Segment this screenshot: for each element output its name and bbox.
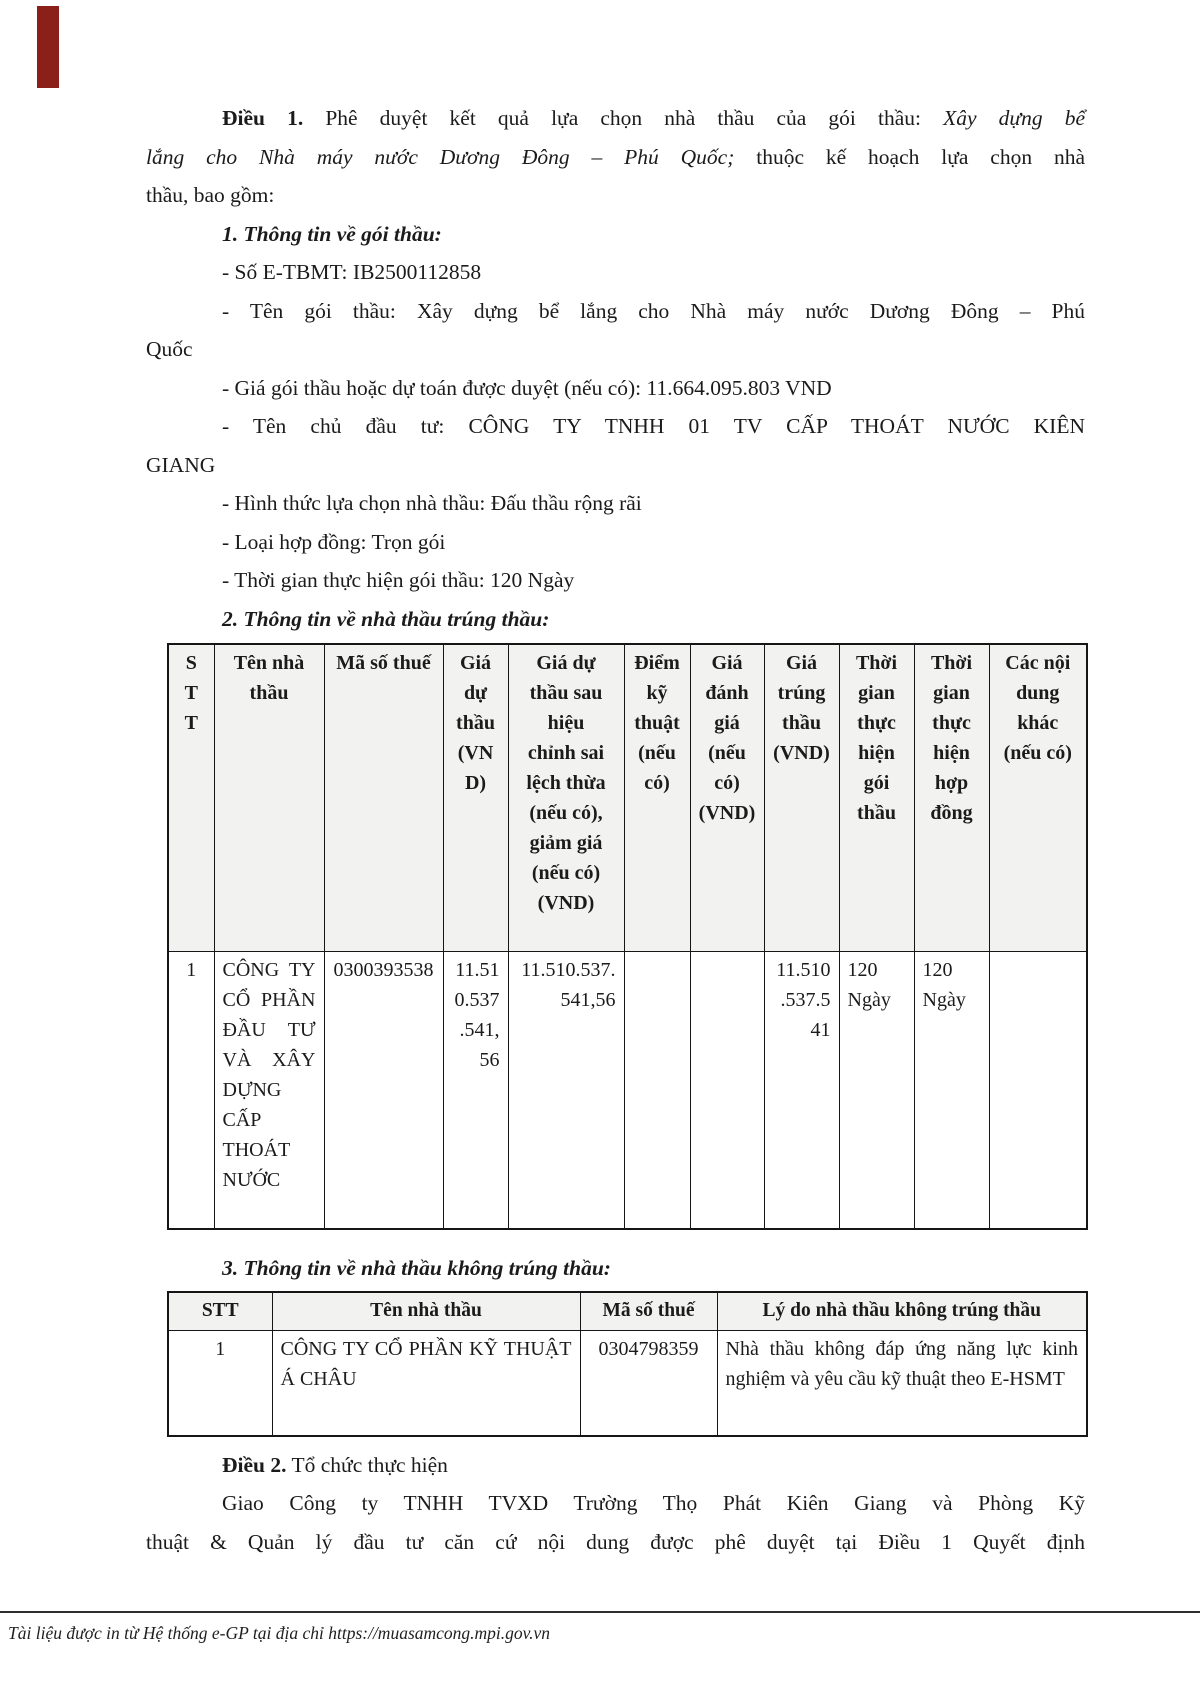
table-cell (690, 951, 764, 1229)
section-dieu-2 (146, 1446, 1085, 1562)
table-cell: 1 (168, 1331, 272, 1436)
text-line (146, 215, 1085, 254)
table-row (168, 951, 1087, 1229)
text-line (146, 253, 1085, 292)
text-line (146, 330, 1085, 369)
winning-bidders-table-header (168, 644, 1087, 951)
text-run: 2. Thông tin về nhà thầu trúng thầu: (222, 606, 550, 631)
text-run: thầu, bao gồm: (146, 183, 275, 207)
table-header-cell: Tên nhà thầu (272, 1292, 580, 1331)
text-line (146, 138, 1085, 177)
table-cell: Nhà thầu không đáp ứng năng lực kinh nghiệm và yêu cầu kỹ thuật theo E-HSMT (717, 1331, 1087, 1436)
text-run: - Thời gian thực hiện gói thầu: 120 Ngày (222, 568, 575, 592)
text-run: 1. Thông tin về gói thầu: (222, 221, 442, 246)
text-line (146, 369, 1085, 408)
table-header-cell: Điểm kỹ thuật (nếu có) (624, 644, 690, 951)
section-dieu-1 (146, 99, 1085, 638)
text-run: Tổ chức thực hiện (286, 1452, 448, 1477)
text-run: - Hình thức lựa chọn nhà thầu: Đấu thầu rộng rãi (222, 491, 642, 515)
text-line (146, 446, 1085, 485)
text-line (146, 1249, 1085, 1288)
text-run: thuật & Quản lý đầu tư căn cứ nội dung được phê duyệt tại Điều 1 Quyết định (146, 1529, 1085, 1554)
unsuccessful-bidders-table-body (168, 1331, 1087, 1436)
text-run: Quốc (146, 337, 193, 361)
table-cell: 0304798359 (580, 1331, 717, 1436)
text-run: Giao Công ty TNHH TVXD Trường Thọ Phát Kiên Giang và Phòng Kỹ (222, 1491, 1085, 1515)
text-run: 3. Thông tin về nhà thầu không trúng thầu: (222, 1256, 611, 1280)
table-header-cell: Mã số thuế (324, 644, 443, 951)
text-run: Điều 1. (222, 106, 304, 130)
unsuccessful-bidders-table (167, 1291, 1088, 1437)
document-body (146, 99, 1085, 1561)
table-cell: CÔNG TY CỔ PHẦN KỸ THUẬT Á CHÂU (272, 1331, 580, 1436)
text-run: - Tên gói thầu: Xây dựng bể lắng cho Nhà máy nước Dương Đông – Phú (222, 298, 1085, 323)
text-run: - Loại hợp đồng: Trọn gói (222, 529, 446, 554)
table-header-cell: Các nội dung khác (nếu có) (989, 644, 1087, 951)
text-line (146, 523, 1085, 562)
text-run: Phê duyệt kết quả lựa chọn nhà thầu của gói thầu: (303, 106, 944, 130)
table-cell: 11.510.537.541 (764, 951, 839, 1229)
table-header-cell: Mã số thuế (580, 1292, 717, 1331)
table-header-cell: Thời gian thực hiện hợp đồng (914, 644, 989, 951)
winning-bidders-table (167, 643, 1088, 1230)
table-cell: 120 Ngày (839, 951, 914, 1229)
table-cell: 11.510.537.541,56 (508, 951, 624, 1229)
unsuccessful-bidders-table-header (168, 1292, 1087, 1331)
table-header-cell: Lý do nhà thầu không trúng thầu (717, 1292, 1087, 1331)
text-line (146, 99, 1085, 138)
text-line (146, 407, 1085, 446)
table-header-cell: Tên nhà thầu (214, 644, 324, 951)
text-line (146, 1523, 1085, 1562)
text-run: - Giá gói thầu hoặc dự toán được duyệt (nếu có): 11.664.095.803 VND (222, 375, 832, 400)
table-header-cell: STT (168, 1292, 272, 1331)
table-cell (989, 951, 1087, 1229)
print-source-note: Tài liệu được in từ Hệ thống e-GP tại địa chỉ https://muasamcong.mpi.gov.vn (8, 1623, 551, 1643)
text-run: Xây dựng bể (943, 106, 1085, 130)
text-run: - Số E-TBMT: IB2500112858 (222, 260, 482, 284)
text-line (146, 1484, 1085, 1523)
table-cell: 1 (168, 951, 214, 1229)
table-row (168, 1331, 1087, 1436)
text-line (146, 561, 1085, 600)
winning-bidders-table-body (168, 951, 1087, 1229)
text-run: - Tên chủ đầu tư: CÔNG TY TNHH 01 TV CẤP THOÁT NƯỚC KIÊN (222, 414, 1085, 438)
text-line (146, 484, 1085, 523)
text-run: lắng cho Nhà máy nước Dương Đông – Phú Quốc; (146, 144, 735, 169)
text-run: GIANG (146, 452, 216, 477)
table-header-cell: STT (168, 644, 214, 951)
table-header-cell: Giá trúng thầu (VND) (764, 644, 839, 951)
section-3-heading (146, 1249, 1085, 1288)
table-header-cell: Giá đánh giá (nếu có) (VND) (690, 644, 764, 951)
table-header-cell: Giá dự thầu (VND) (443, 644, 508, 951)
table-cell: CÔNG TY CỔ PHẦN ĐẦU TƯ VÀ XÂY DỰNG CẤP THOÁT NƯỚC (214, 951, 324, 1229)
table-cell: 0300393538 (324, 951, 443, 1229)
text-line (146, 600, 1085, 639)
text-line (146, 176, 1085, 215)
table-header-cell: Giá dự thầu sau hiệu chỉnh sai lệch thừa (nếu có), giảm giá (nếu có) (VND) (508, 644, 624, 951)
table-cell: 11.510.537.541,56 (443, 951, 508, 1229)
text-run: Điều 2. (222, 1452, 287, 1477)
table-cell (624, 951, 690, 1229)
text-run: thuộc kế hoạch lựa chọn nhà (734, 144, 1085, 169)
text-line (146, 1446, 1085, 1485)
table-cell: 120 Ngày (914, 951, 989, 1229)
scan-artifact-mark (37, 6, 59, 88)
table-header-cell: Thời gian thực hiện gói thầu (839, 644, 914, 951)
footer-divider-line (0, 1611, 1200, 1613)
text-line (146, 292, 1085, 331)
